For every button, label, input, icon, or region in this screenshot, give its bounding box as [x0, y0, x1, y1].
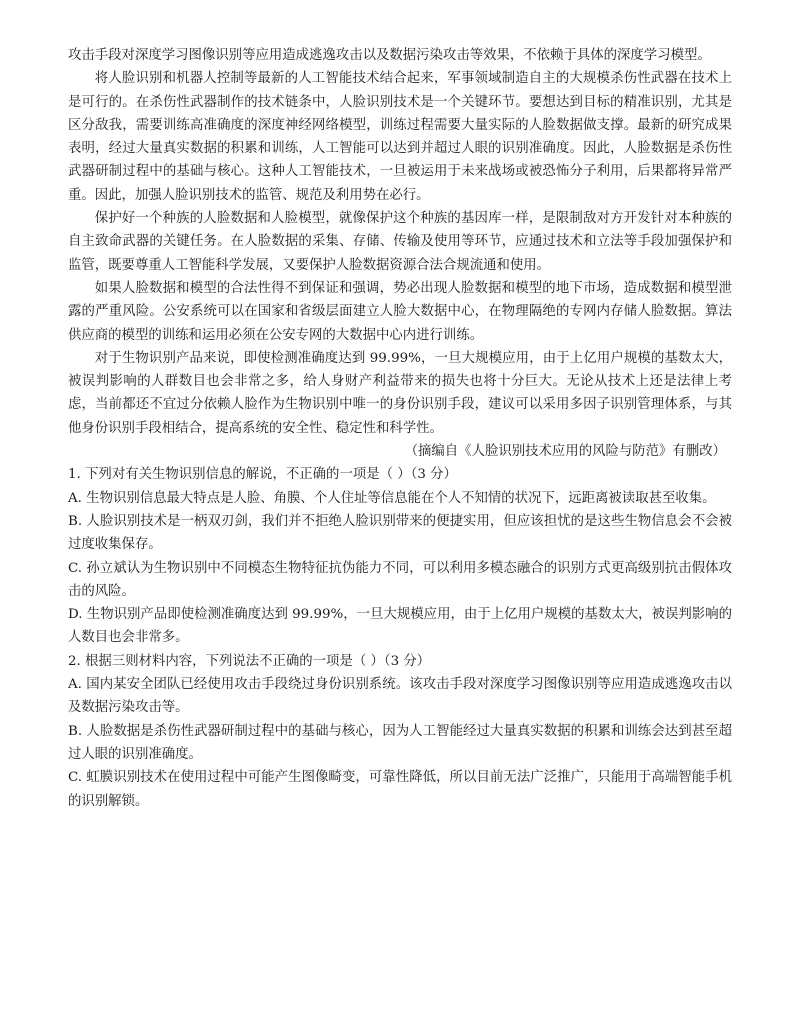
question-2-option-c: C. 虹膜识别技术在使用过程中可能产生图像畸变，可靠性降低，所以目前无法广泛推广，只能用于高端智能手机的识别解锁。 — [68, 770, 732, 809]
passage-paragraph: 将人脸识别和机器人控制等最新的人工智能技术结合起来，军事领域制造自主的大规模杀伤性武器在技术上是可行的。在杀伤性武器制作的技术链条中，人脸识别技术是一个关键环节。要想达到目标的精准识别，尤其是区分敌我，需要训练高准确度的深度神经网络模型，训练过程需要大量实际的人脸数据做支撑。最新的研究成果表明，经过大量真实数据的积累和训练，人工智能可以达到并超过人眼的识别准确度。因此，人脸数据是杀伤性武器研制过程中的基础与核心。这种人工智能技术，一旦被运用于未来战场或被恐怖分子利用，后果都将异常严重。因此，加强人脸识别技术的监管、规范及利用势在必行。 — [68, 71, 732, 203]
passage-paragraph-continued: 攻击手段对深度学习图像识别等应用造成逃逸攻击以及数据污染攻击等效果，不依赖于具体的深度学习模型。 — [68, 48, 711, 63]
question-2-option-a: A. 国内某安全团队已经使用攻击手段绕过身份识别系统。该攻击手段对深度学习图像识别等应用造成逃逸攻击以及数据污染攻击等。 — [68, 677, 732, 716]
question-1-stem: 1. 下列对有关生物识别信息的解说，不正确的一项是（ ）（3 分） — [68, 467, 457, 483]
question-2-option-b: B. 人脸数据是杀伤性武器研制过程中的基础与核心，因为人工智能经过大量真实数据的积累和训练会达到甚至超过人眼的识别准确度。 — [68, 723, 732, 762]
question-1-option-d: D. 生物识别产品即使检测准确度达到 99.99%，一旦大规模应用，由于上亿用户规模的基数太大，被误判影响的人数目也会非常多。 — [68, 607, 732, 646]
question-1-option-b: B. 人脸识别技术是一柄双刃剑，我们并不拒绝人脸识别带来的便捷实用，但应该担忧的是这些生物信息会不会被过度收集保存。 — [68, 513, 732, 553]
question-1-option-c: C. 孙立斌认为生物识别中不同模态生物特征抗伪能力不同，可以利用多模态融合的识别方式更高级别抗击假体攻击的风险。 — [68, 560, 732, 599]
source-citation: （摘编自《人脸识别技术应用的风险与防范》有删改） — [404, 444, 726, 460]
passage-paragraph: 保护好一个种族的人脸数据和人脸模型，就像保护这个种族的基因库一样，是限制敌对方开发针对本种族的自主致命武器的关键任务。在人脸数据的采集、存储、传输及使用等环节，应通过技术和立法等手段加强保护和监管，既要尊重人工智能科学发展，又要保护人脸数据资源合法合规流通和使用。 — [68, 211, 732, 273]
passage-paragraph: 如果人脸数据和模型的合法性得不到保证和强调，势必出现人脸数据和模型的地下市场，造成数据和模型泄露的严重风险。公安系统可以在国家和省级层面建立人脸大数据中心，在物理隔绝的专网内存储人脸数据。算法供应商的模型的训练和运用必须在公安专网的大数据中心内进行训练。 — [68, 280, 732, 343]
question-1-option-a: A. 生物识别信息最大特点是人脸、角膜、个人住址等信息能在个人不知情的状况下，远距离被读取甚至收集。 — [68, 490, 716, 506]
question-2-stem: 2. 根据三则材料内容，下列说法不正确的一项是（ ）（3 分） — [68, 653, 431, 669]
passage-paragraph: 对于生物识别产品来说，即使检测准确度达到 99.99%，一旦大规模应用，由于上亿用户规模的基数太大，被误判影响的人群数目也会非常之多，给人身财产利益带来的损失也将十分巨大。无论从技术上还是法律上考虑，当前都还不宜过分依赖人脸作为生物识别中唯一的身份识别手段，建议可以采用多因子识别管理体系，与其他身份识别手段相结合，提高系统的安全性、稳定性和科学性。 — [68, 350, 732, 436]
